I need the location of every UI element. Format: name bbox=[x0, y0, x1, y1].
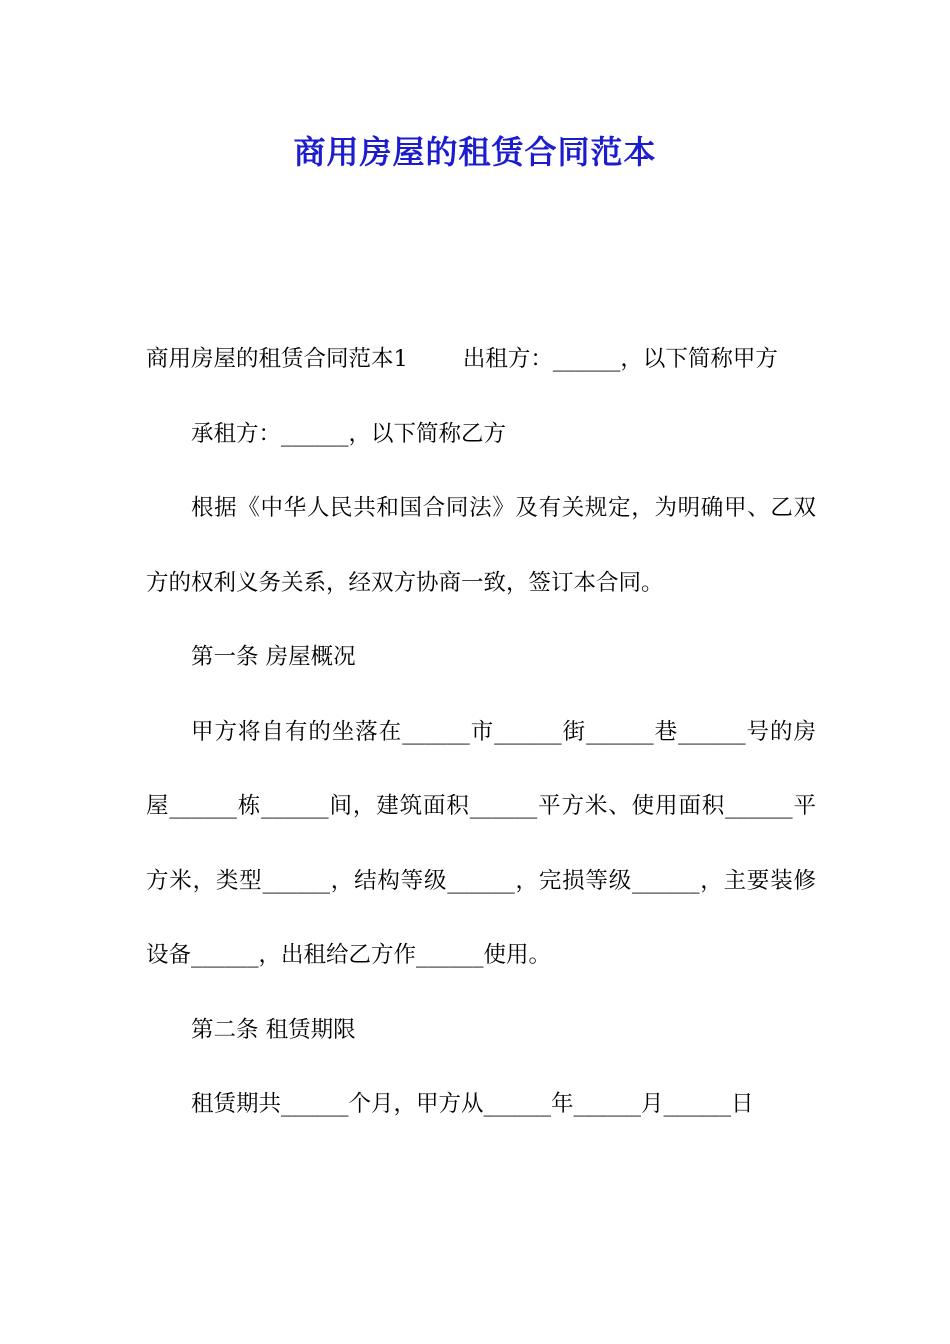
section-heading-1: 商用房屋的租赁合同范本1 bbox=[146, 346, 408, 372]
lessor-line: 出租方：______，以下简称甲方 bbox=[462, 346, 778, 372]
paragraph-property-details: 甲方将自有的坐落在______市______街______巷______号的房屋______栋______间，建筑面积______平方米、使用面积______平方米，类型______，结构等级______，完损等级______，主要装修设备______，出租给乙方作______使用。 bbox=[146, 718, 816, 968]
document-body bbox=[146, 322, 816, 1142]
paragraph-intro bbox=[146, 322, 816, 397]
paragraph-lessee: 承租方：______，以下简称乙方 bbox=[191, 420, 507, 447]
paragraph-basis: 根据《中华人民共和国合同法》及有关规定，为明确甲、乙双方的权利义务关系，经双方协商一致，签订本合同。 bbox=[146, 495, 816, 596]
article-2-heading: 第二条 租赁期限 bbox=[191, 1016, 356, 1043]
paragraph-lease-term: 租赁期共______个月，甲方从______年______月______日 bbox=[191, 1091, 754, 1117]
document-title: 商用房屋的租赁合同范本 bbox=[293, 133, 657, 171]
article-1-heading: 第一条 房屋概况 bbox=[191, 644, 356, 670]
